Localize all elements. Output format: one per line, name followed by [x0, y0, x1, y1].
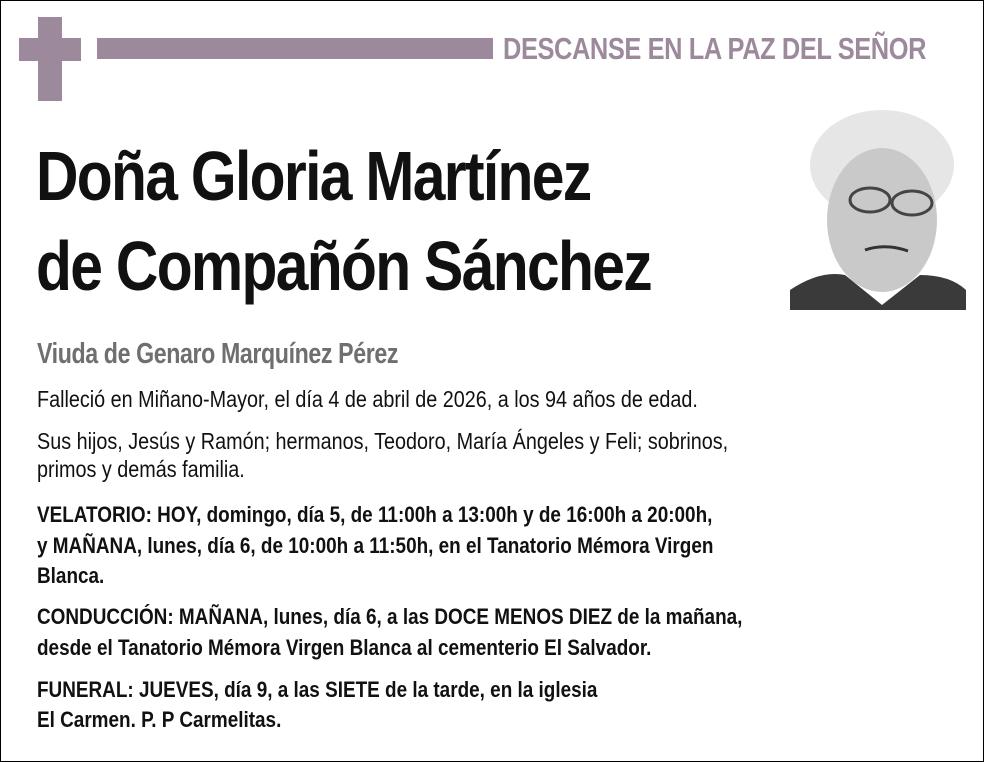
funeral-line2: El Carmen. P. P Carmelitas.: [37, 707, 282, 732]
velatorio-line2: y MAÑANA, lunes, día 6, de 10:00h a 11:50h, en el Tanatorio Mémora Virgen: [37, 533, 714, 558]
header-motto: DESCANSE EN LA PAZ DEL SEÑOR: [503, 31, 927, 66]
velatorio-line1: VELATORIO: HOY, domingo, día 5, de 11:00h a 13:00h y de 16:00h a 20:00h,: [37, 502, 713, 527]
family-line2: primos y demás familia.: [37, 456, 245, 482]
deceased-name-line1: Doña Gloria Martínez: [36, 137, 591, 215]
portrait-photo: [790, 105, 966, 310]
deceased-name-line2: de Compañón Sánchez: [36, 227, 651, 305]
cross-icon-arm: [19, 38, 81, 61]
family-line1: Sus hijos, Jesús y Ramón; hermanos, Teodoro, María Ángeles y Feli; sobrinos,: [37, 428, 729, 454]
conduccion-line2: desde el Tanatorio Mémora Virgen Blanca al cementerio El Salvador.: [37, 635, 652, 660]
death-info: Falleció en Miñano-Mayor, el día 4 de abril de 2026, a los 94 años de edad.: [37, 386, 698, 412]
velatorio-line3: Blanca.: [37, 563, 105, 588]
header-rule: [97, 38, 493, 59]
funeral-line1: FUNERAL: JUEVES, día 9, a las SIETE de la tarde, en la iglesia: [37, 677, 598, 702]
widow-of: Viuda de Genaro Marquínez Pérez: [37, 338, 399, 370]
conduccion-line1: CONDUCCIÓN: MAÑANA, lunes, día 6, a las DOCE MENOS DIEZ de la mañana,: [37, 604, 743, 629]
